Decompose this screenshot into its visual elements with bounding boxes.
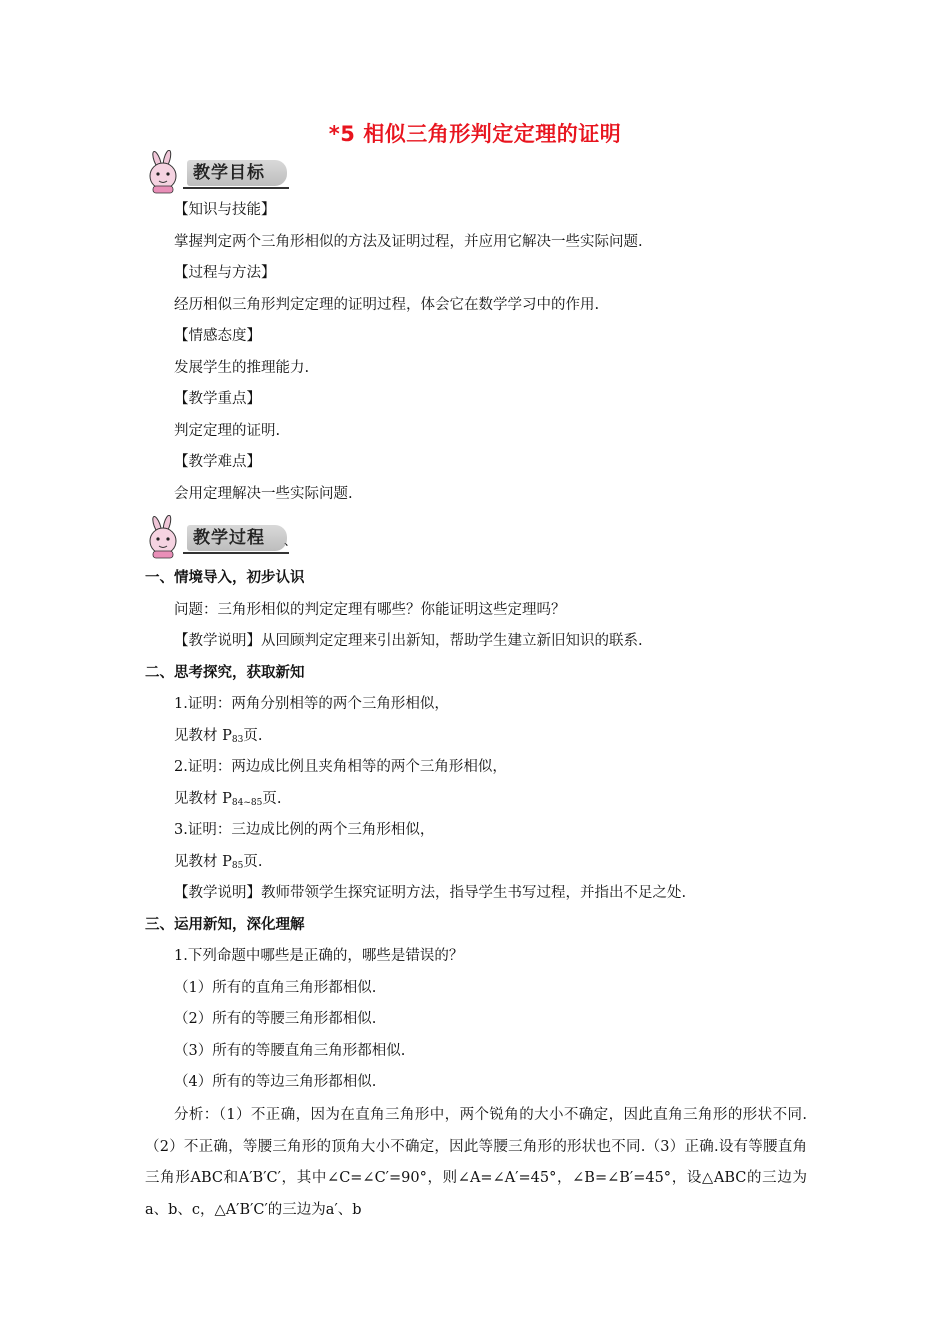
text-line: 问题：三角形相似的判定定理有哪些？你能证明这些定理吗？ <box>174 602 566 618</box>
cartoon-bunny-icon <box>143 150 187 194</box>
text-line: （3）所有的等腰直角三角形都相似. <box>174 1043 406 1059</box>
banner-label: 教学目标 <box>187 160 287 186</box>
banner-underline <box>183 187 289 189</box>
banner-underline <box>183 552 289 554</box>
text-line: 1.证明：两角分别相等的两个三角形相似， <box>174 696 449 712</box>
text-line: 1.下列命题中哪些是正确的，哪些是错误的？ <box>174 948 464 964</box>
objective-line: 【知识与技能】 <box>174 202 276 218</box>
text-line: 3.证明：三边成比例的两个三角形相似， <box>174 822 435 838</box>
section-banner-objectives <box>143 150 293 194</box>
section-banner-process <box>143 515 293 559</box>
text-line: （4）所有的等边三角形都相似. <box>174 1074 377 1090</box>
objective-line: 经历相似三角形判定定理的证明过程，体会它在数学学习中的作用. <box>174 297 600 313</box>
objective-line: 【情感态度】 <box>174 328 261 344</box>
textbook-reference: 见教材 $P_{83}$页. <box>174 728 263 745</box>
objective-line: 判定定理的证明. <box>174 423 281 439</box>
text-line: 【教学说明】教师带领学生探究证明方法，指导学生书写过程，并指出不足之处. <box>174 885 687 901</box>
objective-line: 掌握判定两个三角形相似的方法及证明过程，并应用它解决一些实际问题. <box>174 234 643 250</box>
text-line: 2.证明：两边成比例且夹角相等的两个三角形相似， <box>174 759 507 775</box>
textbook-reference: 见教材 $P_{84\sim 85}$页. <box>174 791 282 808</box>
objective-line: 会用定理解决一些实际问题. <box>174 486 353 502</box>
banner-label: 教学过程 <box>187 525 287 551</box>
objective-line: 【过程与方法】 <box>174 265 276 281</box>
analysis-paragraph: 分析：（1）不正确，因为在直角三角形中，两个锐角的大小不确定，因此直角三角形的形状不同.（2）不正确，等腰三角形的顶角大小不确定，因此等腰三角形的形状也不同.（3）正确.设有等腰直角三角形ABC和A′B′C′，其中∠C=∠C′=90°，则∠A=∠A′=45°，∠B=∠B′=45°，设△ABC的三边为a、b、c，△A′B′C′的三边为a′、b <box>145 1107 807 1218</box>
text-line: （1）所有的直角三角形都相似. <box>174 980 377 996</box>
section-heading-1: 一、情境导入，初步认识 <box>145 570 305 586</box>
banner-mark: 、 <box>284 534 297 548</box>
page-title: *5 相似三角形判定定理的证明 <box>328 122 622 146</box>
section-heading-3: 三、运用新知，深化理解 <box>145 917 305 933</box>
text-line: （2）所有的等腰三角形都相似. <box>174 1011 377 1027</box>
objective-line: 【教学难点】 <box>174 454 261 470</box>
section-heading-2: 二、思考探究，获取新知 <box>145 665 305 681</box>
text-line: 【教学说明】从回顾判定定理来引出新知，帮助学生建立新旧知识的联系. <box>174 633 643 649</box>
textbook-reference: 见教材 $P_{85}$页. <box>174 854 263 871</box>
objective-line: 【教学重点】 <box>174 391 261 407</box>
objective-line: 发展学生的推理能力. <box>174 360 310 376</box>
cartoon-bunny-icon <box>143 515 187 559</box>
